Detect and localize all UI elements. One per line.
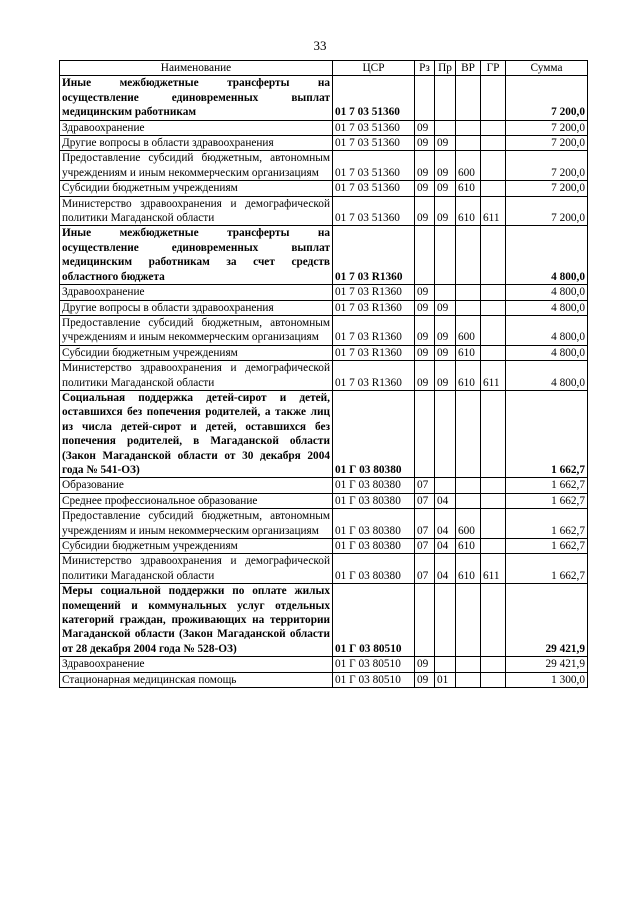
page-number: 33: [313, 38, 327, 53]
cell-vr: [456, 584, 481, 657]
cell-sum: 1 662,7: [506, 478, 588, 493]
cell-gr: 611: [481, 554, 506, 584]
cell-vr: [456, 136, 481, 151]
cell-sum: 7 200,0: [506, 196, 588, 226]
cell-rz: [415, 390, 435, 477]
cell-pr: [435, 390, 456, 477]
cell-csr: 01 7 03 51360: [333, 136, 415, 151]
header-csr: ЦСР: [333, 61, 415, 76]
cell-rz: 09: [415, 672, 435, 687]
cell-name: Предоставление субсидий бюджетным, автономным учреждениям и иным некоммерческим организациям: [60, 151, 333, 181]
cell-pr: 04: [435, 509, 456, 539]
cell-rz: 09: [415, 657, 435, 672]
cell-gr: [481, 136, 506, 151]
cell-csr: 01 7 03 51360: [333, 196, 415, 226]
cell-rz: 09: [415, 315, 435, 345]
header-rz: Рз: [415, 61, 435, 76]
cell-pr: 04: [435, 493, 456, 508]
cell-sum: 29 421,9: [506, 657, 588, 672]
cell-csr: 01 7 03 R1360: [333, 285, 415, 300]
budget-table: [59, 60, 588, 688]
cell-sum: 4 800,0: [506, 345, 588, 360]
table-row: [60, 509, 588, 539]
cell-rz: 07: [415, 539, 435, 554]
cell-gr: [481, 493, 506, 508]
cell-name: Иные межбюджетные трансферты на осуществление единовременных выплат медицинским работникам за счет средств областного бюджета: [60, 226, 333, 285]
cell-gr: [481, 657, 506, 672]
cell-name: Министерство здравоохранения и демографической политики Магаданской области: [60, 554, 333, 584]
cell-rz: 09: [415, 120, 435, 135]
header-sum: Сумма: [506, 61, 588, 76]
cell-csr: 01 7 03 R1360: [333, 345, 415, 360]
cell-rz: 09: [415, 361, 435, 391]
cell-pr: [435, 226, 456, 285]
cell-vr: 610: [456, 196, 481, 226]
cell-name: Здравоохранение: [60, 120, 333, 135]
cell-csr: 01 Г 03 80380: [333, 509, 415, 539]
cell-csr: 01 7 03 R1360: [333, 300, 415, 315]
cell-sum: 1 300,0: [506, 672, 588, 687]
cell-csr: 01 7 03 51360: [333, 151, 415, 181]
cell-vr: [456, 226, 481, 285]
cell-gr: [481, 285, 506, 300]
cell-gr: [481, 672, 506, 687]
cell-name: Министерство здравоохранения и демографической политики Магаданской области: [60, 361, 333, 391]
cell-rz: 07: [415, 493, 435, 508]
cell-csr: 01 Г 03 80510: [333, 584, 415, 657]
cell-csr: 01 7 03 51360: [333, 76, 415, 120]
cell-sum: 1 662,7: [506, 493, 588, 508]
table-row: [60, 181, 588, 196]
cell-vr: 610: [456, 361, 481, 391]
cell-sum: 1 662,7: [506, 554, 588, 584]
cell-name: Иные межбюджетные трансферты на осуществление единовременных выплат медицинским работникам: [60, 76, 333, 120]
table-row: [60, 285, 588, 300]
table-row: [60, 345, 588, 360]
cell-name: Образование: [60, 478, 333, 493]
cell-rz: 07: [415, 509, 435, 539]
cell-csr: 01 Г 03 80380: [333, 493, 415, 508]
cell-gr: 611: [481, 361, 506, 391]
cell-gr: [481, 226, 506, 285]
cell-sum: 1 662,7: [506, 509, 588, 539]
cell-name: Другие вопросы в области здравоохранения: [60, 300, 333, 315]
cell-pr: 04: [435, 554, 456, 584]
cell-name: Министерство здравоохранения и демографической политики Магаданской области: [60, 196, 333, 226]
cell-pr: 01: [435, 672, 456, 687]
cell-gr: [481, 509, 506, 539]
table-row: [60, 120, 588, 135]
cell-gr: [481, 345, 506, 360]
cell-rz: 09: [415, 196, 435, 226]
cell-pr: 04: [435, 539, 456, 554]
cell-vr: 610: [456, 539, 481, 554]
cell-vr: [456, 657, 481, 672]
cell-sum: 29 421,9: [506, 584, 588, 657]
cell-rz: 09: [415, 285, 435, 300]
cell-sum: 4 800,0: [506, 361, 588, 391]
cell-name: Меры социальной поддержки по оплате жилых помещений и коммунальных услуг отдельных категорий граждан, проживающих на территории Магаданской области (Закон Магаданской области от 28 декабря 2004 года № 528-ОЗ): [60, 584, 333, 657]
cell-rz: 09: [415, 345, 435, 360]
header-name: Наименование: [60, 61, 333, 76]
cell-name: Среднее профессиональное образование: [60, 493, 333, 508]
cell-sum: 4 800,0: [506, 226, 588, 285]
cell-rz: [415, 584, 435, 657]
cell-gr: [481, 478, 506, 493]
cell-csr: 01 Г 03 80510: [333, 672, 415, 687]
cell-pr: 09: [435, 300, 456, 315]
cell-sum: 4 800,0: [506, 315, 588, 345]
cell-name: Субсидии бюджетным учреждениям: [60, 345, 333, 360]
cell-rz: 09: [415, 300, 435, 315]
cell-vr: 600: [456, 509, 481, 539]
cell-sum: 1 662,7: [506, 390, 588, 477]
cell-name: Субсидии бюджетным учреждениям: [60, 181, 333, 196]
header-pr: Пр: [435, 61, 456, 76]
cell-csr: 01 7 03 51360: [333, 181, 415, 196]
table-row: [60, 390, 588, 477]
cell-pr: 09: [435, 181, 456, 196]
table-header-row: [60, 61, 588, 76]
cell-sum: 7 200,0: [506, 120, 588, 135]
cell-vr: [456, 76, 481, 120]
cell-rz: 07: [415, 478, 435, 493]
table-row: [60, 478, 588, 493]
cell-sum: 4 800,0: [506, 300, 588, 315]
table-row: [60, 300, 588, 315]
cell-vr: 600: [456, 315, 481, 345]
cell-name: Другие вопросы в области здравоохранения: [60, 136, 333, 151]
table-row: [60, 672, 588, 687]
cell-name: Стационарная медицинская помощь: [60, 672, 333, 687]
cell-gr: [481, 539, 506, 554]
cell-vr: [456, 478, 481, 493]
cell-gr: [481, 390, 506, 477]
cell-rz: 09: [415, 181, 435, 196]
table-row: [60, 226, 588, 285]
cell-pr: [435, 285, 456, 300]
cell-pr: 09: [435, 315, 456, 345]
cell-name: Предоставление субсидий бюджетным, автономным учреждениям и иным некоммерческим организациям: [60, 509, 333, 539]
table-row: [60, 584, 588, 657]
header-gr: ГР: [481, 61, 506, 76]
cell-sum: 7 200,0: [506, 76, 588, 120]
cell-vr: [456, 285, 481, 300]
cell-sum: 7 200,0: [506, 151, 588, 181]
cell-gr: [481, 151, 506, 181]
cell-vr: 610: [456, 554, 481, 584]
table-row: [60, 76, 588, 120]
cell-vr: [456, 390, 481, 477]
cell-gr: [481, 315, 506, 345]
cell-vr: 600: [456, 151, 481, 181]
table-row: [60, 136, 588, 151]
cell-vr: 610: [456, 181, 481, 196]
cell-pr: 09: [435, 345, 456, 360]
cell-name: Предоставление субсидий бюджетным, автономным учреждениям и иным некоммерческим организациям: [60, 315, 333, 345]
header-vr: ВР: [456, 61, 481, 76]
cell-gr: [481, 584, 506, 657]
cell-gr: 611: [481, 196, 506, 226]
cell-pr: [435, 657, 456, 672]
cell-sum: 4 800,0: [506, 285, 588, 300]
cell-gr: [481, 181, 506, 196]
table-row: [60, 539, 588, 554]
cell-csr: 01 Г 03 80380: [333, 478, 415, 493]
table-row: [60, 151, 588, 181]
table-row: [60, 493, 588, 508]
table-row: [60, 196, 588, 226]
table-row: [60, 657, 588, 672]
table-body: [60, 76, 588, 688]
cell-rz: 07: [415, 554, 435, 584]
cell-pr: 09: [435, 136, 456, 151]
cell-rz: [415, 76, 435, 120]
cell-pr: [435, 76, 456, 120]
cell-pr: [435, 478, 456, 493]
table-row: [60, 361, 588, 391]
cell-csr: 01 Г 03 80510: [333, 657, 415, 672]
table-row: [60, 554, 588, 584]
cell-name: Субсидии бюджетным учреждениям: [60, 539, 333, 554]
cell-pr: 09: [435, 151, 456, 181]
cell-name: Здравоохранение: [60, 285, 333, 300]
cell-csr: 01 Г 03 80380: [333, 390, 415, 477]
cell-gr: [481, 300, 506, 315]
cell-csr: 01 7 03 R1360: [333, 361, 415, 391]
cell-pr: [435, 120, 456, 135]
cell-csr: 01 Г 03 80380: [333, 539, 415, 554]
cell-rz: 09: [415, 151, 435, 181]
cell-rz: [415, 226, 435, 285]
cell-vr: [456, 300, 481, 315]
cell-pr: 09: [435, 361, 456, 391]
cell-csr: 01 7 03 R1360: [333, 226, 415, 285]
cell-sum: 1 662,7: [506, 539, 588, 554]
cell-vr: 610: [456, 345, 481, 360]
cell-sum: 7 200,0: [506, 181, 588, 196]
cell-gr: [481, 76, 506, 120]
cell-csr: 01 Г 03 80380: [333, 554, 415, 584]
cell-vr: [456, 493, 481, 508]
table-row: [60, 315, 588, 345]
cell-csr: 01 7 03 R1360: [333, 315, 415, 345]
cell-name: Здравоохранение: [60, 657, 333, 672]
cell-vr: [456, 120, 481, 135]
cell-sum: 7 200,0: [506, 136, 588, 151]
cell-vr: [456, 672, 481, 687]
cell-pr: 09: [435, 196, 456, 226]
cell-gr: [481, 120, 506, 135]
cell-name: Социальная поддержка детей-сирот и детей, оставшихся без попечения родителей, а также лиц из числа детей-сирот и детей, оставшихся без попечения родителей, в Магаданской области (Закон Магаданской области от 30 декабря 2004 года № 541-ОЗ): [60, 390, 333, 477]
cell-rz: 09: [415, 136, 435, 151]
cell-pr: [435, 584, 456, 657]
cell-csr: 01 7 03 51360: [333, 120, 415, 135]
